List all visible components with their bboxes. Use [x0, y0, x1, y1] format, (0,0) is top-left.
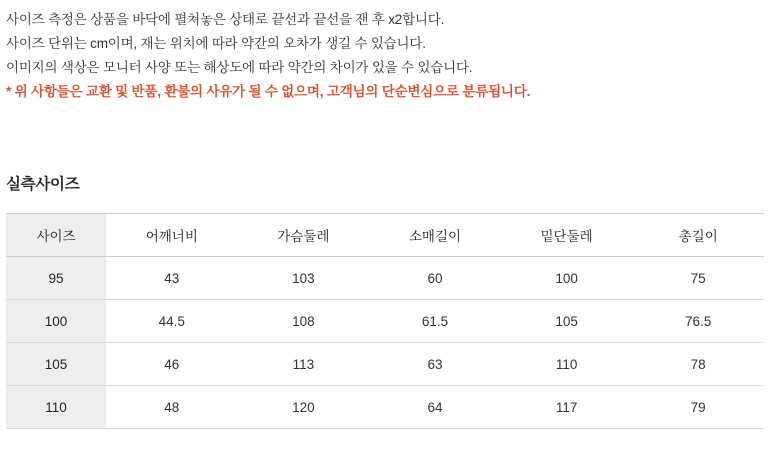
cell-sleeve: 61.5: [369, 300, 501, 343]
cell-hem: 100: [501, 257, 633, 300]
note-line-3: 이미지의 색상은 모니터 사양 또는 해상도에 따라 약간의 차이가 있을 수 있습니다.: [6, 60, 473, 75]
measurement-notes: [6, 8, 762, 104]
row-size-label: 105: [6, 343, 106, 386]
column-header-hem: 밑단둘레: [501, 214, 633, 257]
cell-chest: 120: [238, 386, 370, 429]
column-header-length: 총길이: [632, 214, 764, 257]
column-header-chest: 가슴둘레: [238, 214, 370, 257]
cell-chest: 103: [238, 257, 370, 300]
column-header-size: 사이즈: [6, 214, 106, 257]
column-header-sleeve: 소매길이: [369, 214, 501, 257]
cell-shoulder: 48: [106, 386, 238, 429]
column-header-shoulder: 어깨너비: [106, 214, 238, 257]
table-header-row: [6, 214, 764, 257]
measurement-table: [6, 213, 764, 429]
table-row: [6, 386, 764, 429]
note-line-2: 사이즈 단위는 cm이며, 재는 위치에 따라 약간의 오차가 생길 수 있습니다.: [6, 36, 426, 51]
cell-sleeve: 63: [369, 343, 501, 386]
cell-sleeve: 64: [369, 386, 501, 429]
cell-shoulder: 46: [106, 343, 238, 386]
table-row: [6, 300, 764, 343]
cell-length: 78: [632, 343, 764, 386]
table-row: [6, 343, 764, 386]
page-title: 실측사이즈: [6, 176, 80, 193]
cell-hem: 105: [501, 300, 633, 343]
table-row: [6, 257, 764, 300]
row-size-label: 110: [6, 386, 106, 429]
cell-chest: 108: [238, 300, 370, 343]
cell-length: 79: [632, 386, 764, 429]
note-line-1: 사이즈 측정은 상품을 바닥에 펼쳐놓은 상태로 끝선과 끝선을 잰 후 x2합니다.: [6, 12, 445, 27]
row-size-label: 100: [6, 300, 106, 343]
cell-length: 76.5: [632, 300, 764, 343]
cell-sleeve: 60: [369, 257, 501, 300]
cell-chest: 113: [238, 343, 370, 386]
cell-hem: 117: [501, 386, 633, 429]
cell-shoulder: 43: [106, 257, 238, 300]
row-size-label: 95: [6, 257, 106, 300]
note-line-warning: * 위 사항들은 교환 및 반품, 환불의 사유가 될 수 없으며, 고객님의 단순변심으로 분류됩니다.: [6, 84, 531, 99]
cell-length: 75: [632, 257, 764, 300]
cell-shoulder: 44.5: [106, 300, 238, 343]
cell-hem: 110: [501, 343, 633, 386]
